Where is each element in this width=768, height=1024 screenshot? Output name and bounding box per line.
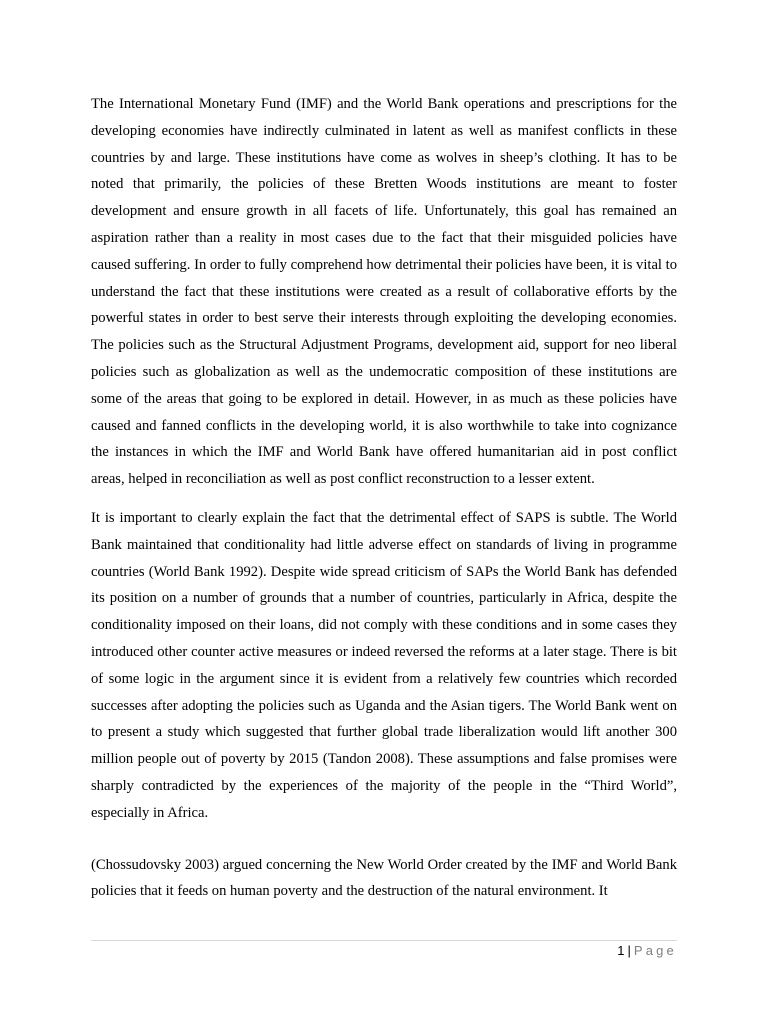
paragraph-3: (Chossudovsky 2003) argued concerning the New World Order created by the IMF and World Bank policies that it feeds on human poverty and the destruction of the natural environment. It — [91, 856, 677, 900]
page-label: Page — [633, 943, 677, 958]
footer-separator: | — [627, 943, 631, 958]
footer-divider — [91, 940, 677, 941]
page-number: 1 — [617, 943, 625, 958]
paragraph-2: It is important to clearly explain the fact that the detrimental effect of SAPS is subtle. The World Bank maintained that conditionality had little adverse effect on standards of living in programme countries (World Bank 1992). Despite wide spread criticism of SAPs the World Bank has defended its position on a number of grounds that a number of countries, particularly in Africa, despite the conditionality imposed on their loans, did not comply with these conditions and in some cases they introduced other counter active measures or indeed reversed the reforms at a later stage. There is bit of some logic in the argument since it is evident from a relatively few countries which recorded successes after adopting the policies such as Uganda and the Asian tigers. The World Bank went on to present a study which suggested that further global trade liberalization would lift another 300 million people out of poverty by 2015 (Tandon 2008). These assumptions and false promises were sharply contradicted by the experiences of the majority of the people in the “Third World”, especially in Africa. — [91, 509, 677, 821]
document-body — [91, 91, 677, 905]
paragraph-1: The International Monetary Fund (IMF) and the World Bank operations and prescriptions for the developing economies have indirectly culminated in latent as well as manifest conflicts in these countries by and large. These institutions have come as wolves in sheep’s clothing. It has to be noted that primarily, the policies of these Bretten Woods institutions are meant to foster development and ensure growth in all facets of life. Unfortunately, this goal has remained an aspiration rather than a reality in most cases due to the fact that their misguided policies have caused suffering. In order to fully comprehend how detrimental their policies have been, it is vital to understand the fact that these institutions were created as a result of collaborative efforts by the powerful states in order to best serve their interests through exploiting the developing economies. The policies such as the Structural Adjustment Programs, development aid, support for neo liberal policies such as globalization as well as the undemocratic composition of these institutions are some of the areas that going to be explored in detail. However, in as much as these policies have caused and fanned conflicts in the developing world, it is also worthwhile to take into cognizance the instances in which the IMF and World Bank have offered humanitarian aid in post conflict areas, helped in reconciliation as well as post conflict reconstruction to a lesser extent. — [91, 96, 677, 488]
page-footer — [617, 942, 677, 960]
